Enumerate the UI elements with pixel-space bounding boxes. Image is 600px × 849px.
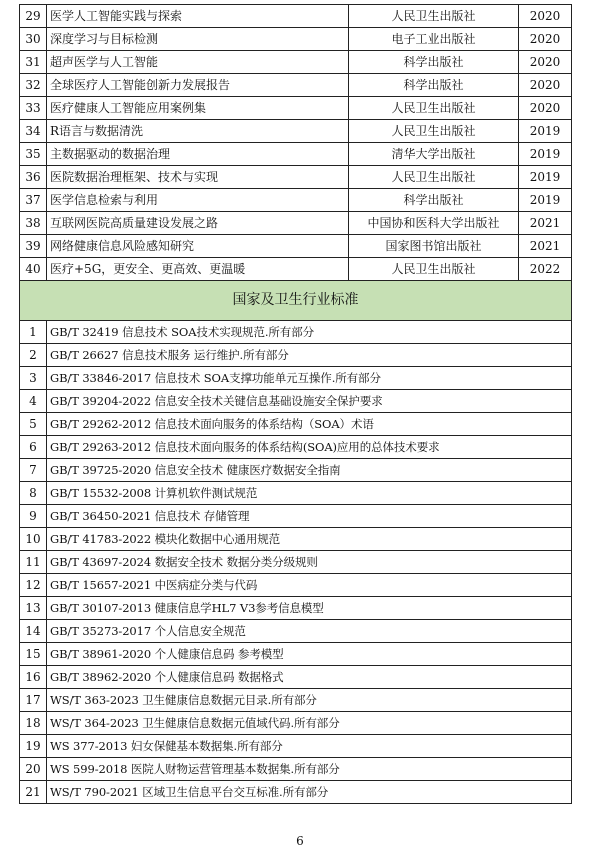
standard-row [20,758,572,781]
standard-row [20,620,572,643]
standard-title: GB/T 39725-2020 信息安全技术 健康医疗数据安全指南 [47,459,572,482]
book-title: 医疗+5G，更安全、更高效、更温暖 [47,258,349,281]
book-number: 32 [20,74,47,97]
book-title: 超声医学与人工智能 [47,51,349,74]
book-year: 2020 [519,5,572,28]
standard-number: 18 [20,712,47,735]
reference-table [19,4,572,804]
standard-title: GB/T 35273-2017 个人信息安全规范 [47,620,572,643]
book-number: 31 [20,51,47,74]
standard-title: GB/T 43697-2024 数据安全技术 数据分类分级规则 [47,551,572,574]
book-publisher: 科学出版社 [349,74,519,97]
book-publisher: 科学出版社 [349,51,519,74]
book-row [20,51,572,74]
book-year: 2020 [519,28,572,51]
book-row [20,5,572,28]
book-row [20,189,572,212]
standard-title: GB/T 30107-2013 健康信息学HL7 V3参考信息模型 [47,597,572,620]
book-publisher: 人民卫生出版社 [349,97,519,120]
book-row [20,120,572,143]
book-title: 医学信息检索与利用 [47,189,349,212]
standard-number: 2 [20,344,47,367]
standard-title: WS/T 790-2021 区域卫生信息平台交互标准.所有部分 [47,781,572,804]
standard-row [20,528,572,551]
book-year: 2020 [519,51,572,74]
book-title: R语言与数据清洗 [47,120,349,143]
page-number: 6 [296,834,304,848]
standard-number: 5 [20,413,47,436]
book-year: 2019 [519,189,572,212]
book-number: 36 [20,166,47,189]
standard-title: GB/T 15532-2008 计算机软件测试规范 [47,482,572,505]
section-header-row [20,281,572,321]
standard-number: 14 [20,620,47,643]
book-row [20,166,572,189]
standard-title: GB/T 29263-2012 信息技术面向服务的体系结构(SOA)应用的总体技术要求 [47,436,572,459]
book-year: 2019 [519,143,572,166]
book-title: 医院数据治理框架、技术与实现 [47,166,349,189]
standard-title: GB/T 41783-2022 模块化数据中心通用规范 [47,528,572,551]
standard-row [20,597,572,620]
book-publisher: 人民卫生出版社 [349,5,519,28]
standard-number: 17 [20,689,47,712]
book-row [20,74,572,97]
standard-number: 1 [20,321,47,344]
book-publisher: 人民卫生出版社 [349,120,519,143]
book-row [20,143,572,166]
standard-title: GB/T 39204-2022 信息安全技术关键信息基础设施安全保护要求 [47,390,572,413]
standard-number: 20 [20,758,47,781]
standard-title: GB/T 26627 信息技术服务 运行维护.所有部分 [47,344,572,367]
standard-row [20,666,572,689]
standard-title: GB/T 29262-2012 信息技术面向服务的体系结构（SOA）术语 [47,413,572,436]
book-row [20,212,572,235]
standard-row [20,735,572,758]
standard-number: 7 [20,459,47,482]
standard-row [20,367,572,390]
standard-title: GB/T 15657-2021 中医病症分类与代码 [47,574,572,597]
book-year: 2021 [519,212,572,235]
book-title: 医学人工智能实践与探索 [47,5,349,28]
standard-number: 4 [20,390,47,413]
standard-title: GB/T 33846-2017 信息技术 SOA支撑功能单元互操作.所有部分 [47,367,572,390]
standard-row [20,712,572,735]
standard-number: 6 [20,436,47,459]
book-publisher: 电子工业出版社 [349,28,519,51]
standard-number: 19 [20,735,47,758]
standard-row [20,482,572,505]
book-year: 2021 [519,235,572,258]
book-year: 2019 [519,120,572,143]
standards-section [20,281,572,321]
book-number: 39 [20,235,47,258]
book-year: 2022 [519,258,572,281]
standard-title: GB/T 38961-2020 个人健康信息码 参考模型 [47,643,572,666]
standard-number: 16 [20,666,47,689]
standard-number: 15 [20,643,47,666]
standard-number: 13 [20,597,47,620]
book-title: 主数据驱动的数据治理 [47,143,349,166]
standard-row [20,643,572,666]
standard-row [20,436,572,459]
book-publisher: 清华大学出版社 [349,143,519,166]
standard-number: 12 [20,574,47,597]
standard-row [20,574,572,597]
standard-number: 8 [20,482,47,505]
book-publisher: 人民卫生出版社 [349,166,519,189]
book-row [20,28,572,51]
book-publisher: 科学出版社 [349,189,519,212]
book-year: 2019 [519,166,572,189]
book-title: 网络健康信息风险感知研究 [47,235,349,258]
standard-row [20,781,572,804]
standard-title: WS 377-2013 妇女保健基本数据集.所有部分 [47,735,572,758]
book-number: 30 [20,28,47,51]
standard-title: GB/T 38962-2020 个人健康信息码 数据格式 [47,666,572,689]
standard-title: WS 599-2018 医院人财物运营管理基本数据集.所有部分 [47,758,572,781]
book-publisher: 国家图书馆出版社 [349,235,519,258]
standard-row [20,551,572,574]
book-row [20,235,572,258]
book-number: 35 [20,143,47,166]
book-title: 互联网医院高质量建设发展之路 [47,212,349,235]
standard-title: GB/T 36450-2021 信息技术 存储管理 [47,505,572,528]
book-publisher: 人民卫生出版社 [349,258,519,281]
standard-row [20,321,572,344]
standard-number: 9 [20,505,47,528]
book-number: 34 [20,120,47,143]
standard-row [20,344,572,367]
book-publisher: 中国协和医科大学出版社 [349,212,519,235]
standard-number: 10 [20,528,47,551]
book-row [20,97,572,120]
standard-title: WS/T 364-2023 卫生健康信息数据元值域代码.所有部分 [47,712,572,735]
standard-number: 11 [20,551,47,574]
section-title: 国家及卫生行业标准 [20,281,572,321]
book-number: 33 [20,97,47,120]
standard-row [20,459,572,482]
standard-title: GB/T 32419 信息技术 SOA技术实现规范.所有部分 [47,321,572,344]
standard-row [20,413,572,436]
standards-list [20,321,572,804]
book-list [20,5,572,281]
book-number: 40 [20,258,47,281]
book-year: 2020 [519,74,572,97]
standard-number: 21 [20,781,47,804]
standard-row [20,689,572,712]
book-title: 全球医疗人工智能创新力发展报告 [47,74,349,97]
standard-row [20,505,572,528]
book-title: 深度学习与目标检测 [47,28,349,51]
standard-title: WS/T 363-2023 卫生健康信息数据元目录.所有部分 [47,689,572,712]
book-row [20,258,572,281]
book-number: 38 [20,212,47,235]
book-number: 37 [20,189,47,212]
standard-row [20,390,572,413]
book-year: 2020 [519,97,572,120]
book-title: 医疗健康人工智能应用案例集 [47,97,349,120]
book-number: 29 [20,5,47,28]
standard-number: 3 [20,367,47,390]
